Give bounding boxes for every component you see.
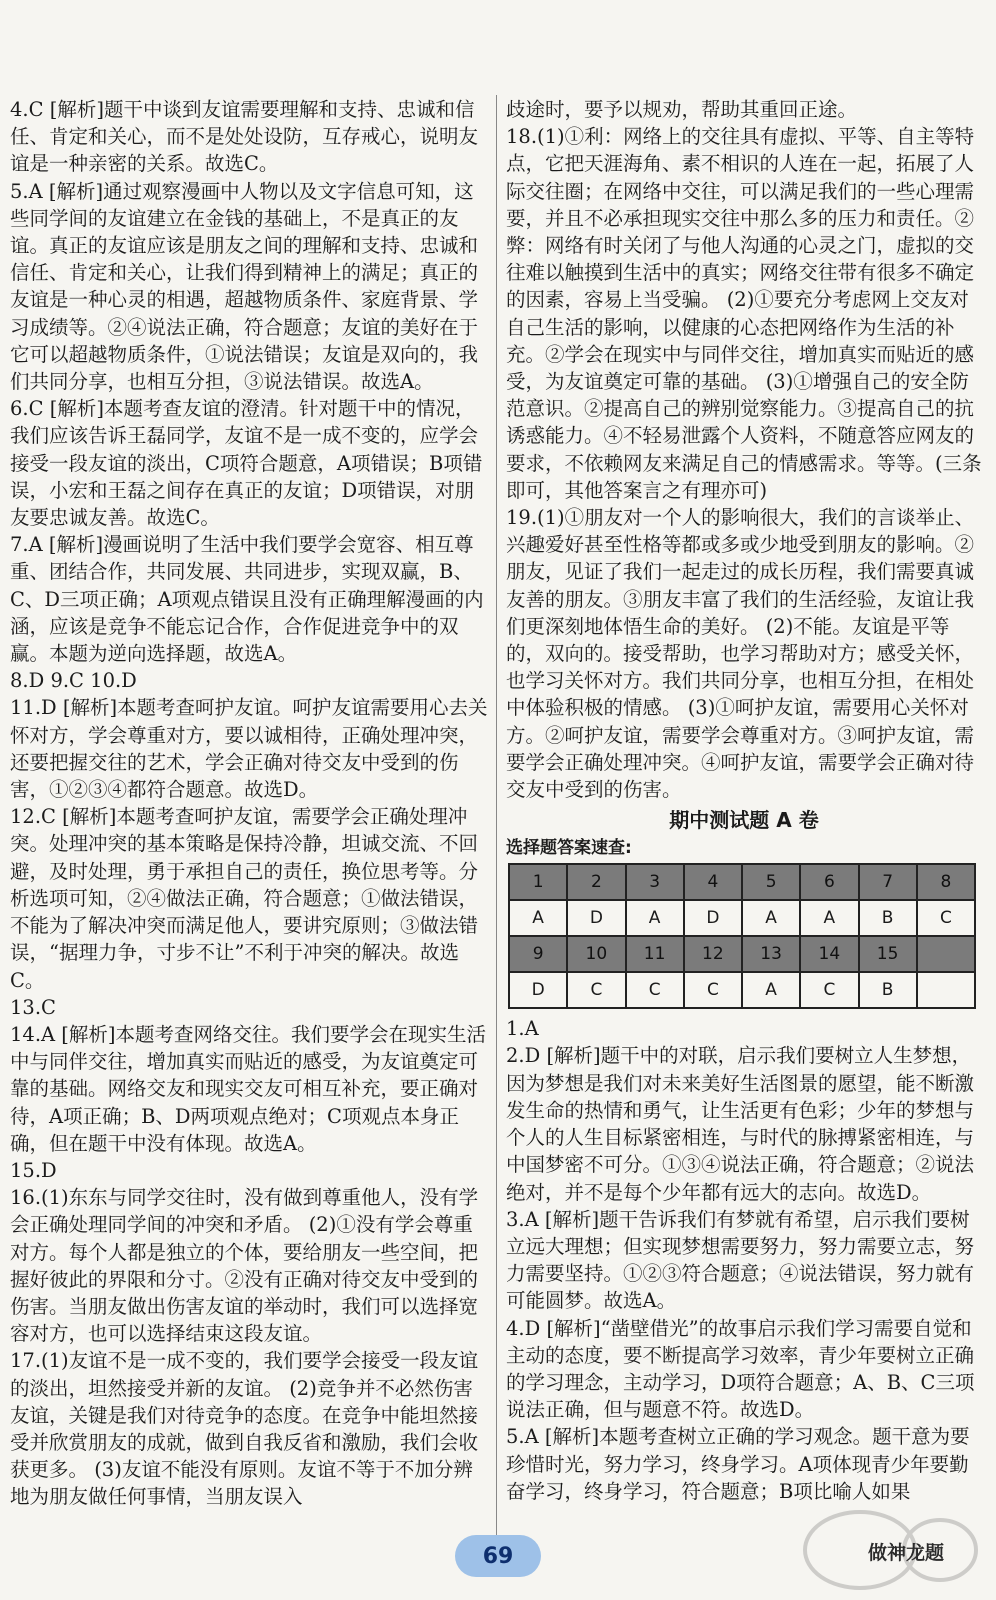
answer-cell: A — [800, 900, 858, 936]
answer-table-answer-row — [509, 972, 975, 1008]
table-label: 选择题答案速查: — [506, 838, 632, 859]
answer-cell: A — [742, 900, 800, 936]
answer-cell: C — [567, 972, 625, 1008]
answer-table-number-row — [509, 936, 975, 972]
question-number: 13 — [742, 936, 800, 972]
question-number: 8 — [917, 864, 975, 900]
right-column — [506, 96, 982, 1505]
answer-cell: B — [859, 900, 917, 936]
question-number: 1 — [509, 864, 567, 900]
answer-entry: 6.C [解析]本题考查友谊的澄清。针对题干中的情况，我们应该告诉王磊同学，友谊不是一成不变的，应学会接受一段友谊的淡出，C项符合题意，A项错误；B项错误，小宏和王磊之间存在真正的友谊；D项错误，对朋友要忠诚友善。故选C。 — [10, 397, 483, 530]
footer-mark: 做神龙题 — [868, 1542, 945, 1564]
answer-cell: C — [917, 900, 975, 936]
answer-entry: 5.A [解析]本题考查树立正确的学习观念。题干意为要珍惜时光，努力学习，终身学习。A项体现青少年要勤奋学习，终身学习，符合题意；B项比喻人如果 — [506, 1425, 970, 1503]
answer-entry: 1.A — [506, 1017, 539, 1041]
answer-entry: 5.A [解析]通过观察漫画中人物以及文字信息可知，这些同学间的友谊建立在金钱的基础上，不是真正的友谊。真正的友谊应该是朋友之间的理解和支持、忠诚和信任、肯定和关心，让我们得到精神上的满足；真正的友谊是一种心灵的相遇，超越物质条件、家庭背景、学习成绩等。②④说法正确，符合题意；友谊的美好在于它可以超越物质条件，①说法错误；友谊是双向的，我们共同分享，也相互分担，③说法错误。故选A。 — [10, 179, 479, 394]
answer-entry: 4.D [解析]“凿壁借光”的故事启示我们学习需要自觉和主动的态度，要不断提高学习效率，青少年要树立正确的学习理念，主动学习，D项符合题意；A、B、C三项说法正确，但与题意不符。故选D。 — [506, 1316, 975, 1422]
answer-entry: 12.C [解析]本题考查呵护友谊，需要学会正确处理冲突。处理冲突的基本策略是保持冷静，坦诚交流、不回避，及时处理，勇于承担自己的责任，换位思考等。分析选项可知，②④做法正确，符合题意；①做法错误，不能为了解决冲突而满足他人，要讲究原则；③做法错误，“据理力争，寸步不让”不利于冲突的解决。故选C。 — [10, 805, 479, 992]
answer-entry: 11.D [解析]本题考查呵护友谊。呵护友谊需要用心去关怀对方，学会尊重对方，要以诚相待，正确处理冲突，还要把握交往的艺术，学会正确对待交友中受到的伤害，①②③④都符合题意。故选D。 — [10, 696, 488, 802]
section-title: 期中测试题 A 卷 — [669, 808, 819, 833]
answer-entry: 16.(1)东东与同学交往时，没有做到尊重他人，没有学会正确处理同学间的冲突和矛盾。 (2)①没有学会尊重对方。每个人都是独立的个体，要给朋友一些空间，把握好彼此的界限和分寸。②没有正确对待交友中受到的伤害。当朋友做出伤害友谊的举动时，我们可以选择宽容对方，也可以选择结束这段友谊。 — [10, 1186, 479, 1346]
answer-entry: 14.A [解析]本题考查网络交往。我们要学会在现实生活中与同伴交往，增加真实而贴近的感受，为友谊奠定可靠的基础。网络交友和现实交友可相互补充，要正确对待，A项正确；B、D两项观点绝对；C项观点本身正确，但在题干中没有体现。故选A。 — [10, 1022, 487, 1155]
left-column — [10, 96, 488, 1511]
answer-table-answer-row — [509, 900, 975, 936]
column-divider — [496, 95, 497, 1535]
question-number: 9 — [509, 936, 567, 972]
question-number: 3 — [626, 864, 684, 900]
answer-table — [508, 863, 976, 1009]
question-number: 2 — [567, 864, 625, 900]
answer-cell: B — [859, 972, 917, 1008]
answer-cell: C — [684, 972, 742, 1008]
question-number: 11 — [626, 936, 684, 972]
question-number: 15 — [859, 936, 917, 972]
answer-cell: C — [800, 972, 858, 1008]
answer-cell: A — [742, 972, 800, 1008]
question-number: 10 — [567, 936, 625, 972]
answer-entry: 17.(1)友谊不是一成不变的，我们要学会接受一段友谊的淡出，坦然接受并新的友谊。 (2)竞争并不必然伤害友谊，关键是我们对待竞争的态度。在竞争中能坦然接受并欣赏朋友的成就，做到自我反省和激励，我们会收获更多。 (3)友谊不能没有原则。友谊不等于不加分辨地为朋友做任何事情，当朋友误入 — [10, 1349, 479, 1509]
question-number: 4 — [684, 864, 742, 900]
answer-table-number-row — [509, 864, 975, 900]
answer-cell: C — [626, 972, 684, 1008]
answer-cell: D — [684, 900, 742, 936]
answer-entry: 3.A [解析]题干告诉我们有梦就有希望，启示我们要树立远大理想；但实现梦想需要努力，努力需要立志，努力需要坚持。①②③符合题意；④说法错误，努力就有可能圆梦。故选A。 — [506, 1207, 975, 1313]
empty-cell — [917, 972, 975, 1008]
answer-entry: 歧途时，要予以规劝，帮助其重回正途。 — [506, 98, 858, 121]
answer-entry: 8.D 9.C 10.D — [10, 669, 137, 693]
answer-entry: 2.D [解析]题干中的对联，启示我们要树立人生梦想，因为梦想是我们对未来美好生活图景的愿望，能不断激发生命的热情和勇气，让生活更有色彩；少年的梦想与个人的人生目标紧密相连，与时代的脉搏紧密相连，与中国梦密不可分。①③④说法正确，符合题意；②说法绝对，并不是每个少年都有远大的志向。故选D。 — [506, 1044, 975, 1204]
question-number: 6 — [800, 864, 858, 900]
answer-entry: 18.(1)①利：网络上的交往具有虚拟、平等、自主等特点，它把天涯海角、素不相识的人连在一起，拓展了人际交往圈；在网络中交往，可以满足我们的一些心理需要，并且不必承担现实交往中那么多的压力和责任。②弊：网络有时关闭了与他人沟通的心灵之门，虚拟的交往难以触摸到生活中的真实；网络交往带有很多不确定的因素，容易上当受骗。 (2)①要充分考虑网上交友对自己生活的影响，以健康的心态把网络作为生活的补充。②学会在现实中与同伴交往，增加真实而贴近的感受，为友谊奠定可靠的基础。 (3)①增强自己的安全防范意识。②提高自己的辨别觉察能力。③提高自己的抗诱惑能力。④不轻易泄露个人资料，不随意答应网友的要求，不依赖网友来满足自己的情感需求。等等。(三条即可，其他答案言之有理亦可) — [506, 125, 982, 502]
question-number: 14 — [800, 936, 858, 972]
question-number: 7 — [859, 864, 917, 900]
page-number: 69 — [455, 1535, 541, 1577]
question-number: 12 — [684, 936, 742, 972]
answer-entry: 7.A [解析]漫画说明了生活中我们要学会宽容、相互尊重、团结合作，共同发展、共同进步，实现双赢，B、C、D三项正确；A项观点错误且没有正确理解漫画的内涵，应该是竞争不能忘记合作，合作促进竞争中的双赢。本题为逆向选择题，故选A。 — [10, 533, 484, 666]
answer-cell: D — [509, 972, 567, 1008]
question-number: 5 — [742, 864, 800, 900]
answer-entry: 15.D — [10, 1158, 57, 1182]
answer-cell: D — [567, 900, 625, 936]
answer-entry: 4.C [解析]题干中谈到友谊需要理解和支持、忠诚和信任、肯定和关心，而不是处处设防，互存戒心，说明友谊是一种亲密的关系。故选C。 — [10, 98, 479, 176]
answer-entry: 19.(1)①朋友对一个人的影响很大，我们的言谈举止、兴趣爱好甚至性格等都或多或少地受到朋友的影响。②朋友，见证了我们一起走过的成长历程，我们需要真诚友善的朋友。③朋友丰富了我们的生活经验，友谊让我们更深刻地体悟生命的美好。 (2)不能。友谊是平等的，双向的。接受帮助，也学习帮助对方；感受关怀，也学习关怀对方。我们共同分享，也相互分担，在相处中体验积极的情感。 (3)①呵护友谊，需要用心关怀对方。②呵护友谊，需要学会尊重对方。③呵护友谊，需要学会正确处理冲突。④呵护友谊，需要学会正确对待交友中受到的伤害。 — [506, 506, 975, 802]
answer-entry: 13.C — [10, 995, 56, 1019]
answer-cell: A — [626, 900, 684, 936]
empty-cell — [917, 936, 975, 972]
answer-cell: A — [509, 900, 567, 936]
